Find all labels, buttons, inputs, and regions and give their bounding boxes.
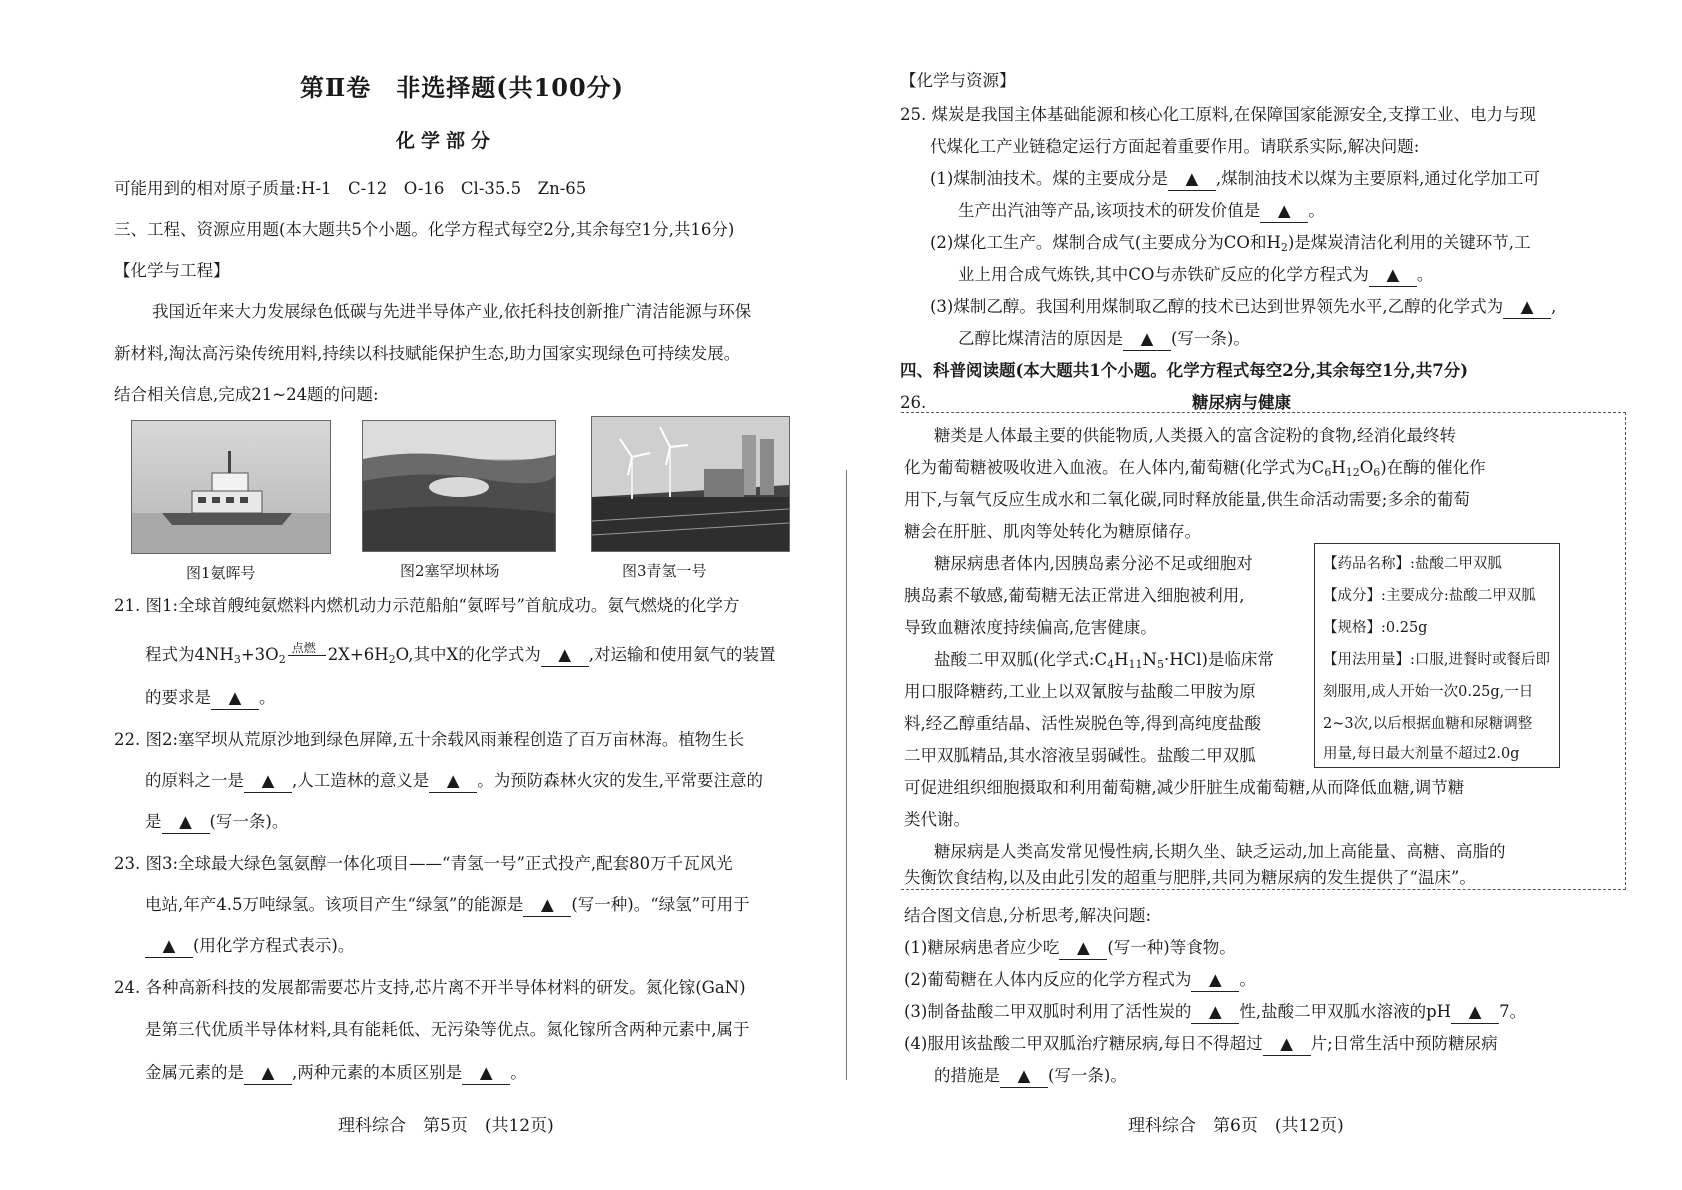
q22-blank-1[interactable]: ▲ — [244, 770, 292, 793]
drug-usage-3: 2~3次,以后根据血糖和尿糖调整 — [1323, 716, 1533, 732]
q24-line-1: 24. 各种高新科技的发展都需要芯片支持,芯片离不开半导体材料的研发。氮化镓(GaN) — [114, 978, 746, 997]
article-p3-line-1: 盐酸二甲双胍(化学式$:C_4H_{11}N_5\cdot HCl$)是临床常 — [934, 650, 1274, 671]
q21-blank-1[interactable]: ▲ — [541, 644, 589, 667]
q25-1-line-1: (1)煤制油技术。煤的主要成分是 ▲ ,煤制油技术以煤为主要原料,通过化学加工可 — [930, 168, 1540, 191]
intro-line-1: 我国近年来大力发展绿色低碳与先进半导体产业,依托科技创新推广清洁能源与环保 — [152, 302, 752, 321]
figure-1-ship-photo — [131, 420, 331, 554]
drug-info-box — [1314, 543, 1560, 768]
article-p2-line-3: 导致血糖浓度持续偏高,危害健康。 — [904, 618, 1157, 637]
q26-blank-1[interactable]: ▲ — [1059, 937, 1107, 960]
q25-2-line-2: 业上用合成气炼铁,其中CO与赤铁矿反应的化学方程式为 ▲ 。 — [958, 264, 1433, 287]
left-page-footer: 理科综合 第5页 (共12页) — [338, 1116, 554, 1136]
q23-blank-2[interactable]: ▲ — [145, 935, 193, 958]
section3-header: 三、工程、资源应用题(本大题共5个小题。化学方程式每空2分,其余每空1分,共16分) — [114, 220, 735, 239]
q26-blank-2[interactable]: ▲ — [1191, 969, 1239, 992]
article-p4-line-2: 失衡饮食结构,以及由此引发的超重与肥胖,共同为糖尿病的发生提供了“温床”。 — [904, 868, 1476, 887]
resource-tag: 【化学与资源】 — [900, 71, 1016, 90]
q26-intro: 结合图文信息,分析思考,解决问题: — [904, 906, 1152, 925]
article-p2-line-1: 糖尿病患者体内,因胰岛素分泌不足或细胞对 — [934, 554, 1253, 573]
q21-blank-2[interactable]: ▲ — [211, 687, 259, 710]
drug-spec: 【规格】:0.25g — [1323, 620, 1428, 636]
q25-3-line-2: 乙醇比煤清洁的原因是 ▲ (写一条)。 — [958, 328, 1250, 351]
figure-2-forest-photo — [362, 420, 556, 552]
article-p2-line-2: 胰岛素不敏感,葡萄糖无法正常进入细胞被利用, — [904, 586, 1245, 605]
q26-number: 26. — [900, 393, 927, 412]
q25-blank-2[interactable]: ▲ — [1260, 200, 1308, 223]
q21-line-3: 的要求是 ▲ 。 — [145, 687, 276, 710]
q25-1-line-2: 生产出汽油等产品,该项技术的研发价值是 ▲ 。 — [958, 200, 1325, 223]
q26-blank-5[interactable]: ▲ — [1263, 1033, 1311, 1056]
q21-line-2: 程式为$4NH_3+3O_2$ 点燃 $2X+6H_2O$,其中X的化学式为 ▲ ,对运输和使用氨气的装置 — [145, 641, 776, 666]
article-title: 糖尿病与健康 — [1192, 393, 1291, 412]
article-p4-line-1: 糖尿病是人类高发常见慢性病,长期久坐、缺乏运动,加上高能量、高糖、高脂的 — [934, 842, 1506, 861]
q24-blank-2[interactable]: ▲ — [462, 1062, 510, 1085]
q23-line-1: 23. 图3:全球最大绿色氢氨醇一体化项目——“青氢一号”正式投产,配套80万千瓦风光 — [114, 854, 733, 873]
article-p1-line-2: 化为葡萄糖被吸收进入血液。在人体内,葡萄糖(化学式为$C_6H_{12}O_6$)在酶的催化作 — [904, 458, 1486, 479]
q23-line-2: 电站,年产4.5万吨绿氢。该项目产生“绿氢”的能源是 ▲ (写一种)。“绿氢”可用于 — [145, 894, 750, 917]
article-p3-line-6: 类代谢。 — [904, 810, 970, 829]
chemistry-part-heading: 化学部分 — [396, 130, 497, 152]
q25-3-line-1: (3)煤制乙醇。我国利用煤制取乙醇的技术已达到世界领先水平,乙醇的化学式为 ▲ , — [930, 296, 1556, 319]
q23-blank-1[interactable]: ▲ — [523, 894, 571, 917]
q22-blank-2[interactable]: ▲ — [429, 770, 477, 793]
drug-usage-2: 刻服用,成人开始一次0.25g,一日 — [1323, 684, 1534, 700]
q24-line-2: 是第三代优质半导体材料,具有能耗低、无污染等优点。氮化镓所含两种元素中,属于 — [145, 1020, 750, 1039]
figure-3-energy-photo — [591, 416, 790, 552]
article-p3-line-3: 料,经乙醇重结晶、活性炭脱色等,得到高纯度盐酸 — [904, 714, 1261, 733]
q25-2-line-1: (2)煤化工生产。煤制合成气(主要成分为CO和$H_2$)是煤炭清洁化利用的关键环节,工 — [930, 233, 1531, 254]
q26-blank-3[interactable]: ▲ — [1191, 1001, 1239, 1024]
article-p1-line-4: 糖会在肝脏、肌肉等处转化为糖原储存。 — [904, 522, 1201, 541]
drug-usage-4: 用量,每日最大剂量不超过2.0g — [1323, 746, 1520, 762]
figure-2-caption: 图2塞罕坝林场 — [400, 562, 500, 580]
q24-blank-1[interactable]: ▲ — [244, 1062, 292, 1085]
intro-line-2: 新材料,淘汰高污染传统用料,持续以科技赋能保护生态,助力国家实现绿色可持续发展。 — [114, 344, 741, 363]
q22-line-1: 22. 图2:塞罕坝从荒原沙地到绿色屏障,五十余载风雨兼程创造了百万亩林海。植物生长 — [114, 730, 745, 749]
q25-blank-4[interactable]: ▲ — [1503, 296, 1551, 319]
section-title: 第Ⅱ卷 非选择题(共100分) — [300, 73, 625, 102]
q26-2: (2)葡萄糖在人体内反应的化学方程式为 ▲ 。 — [904, 969, 1256, 992]
drug-usage-1: 【用法用量】:口服,进餐时或餐后即 — [1323, 652, 1550, 668]
q26-3: (3)制备盐酸二甲双胍时利用了活性炭的 ▲ 性,盐酸二甲双胍水溶液的pH ▲ 7。 — [904, 1001, 1526, 1024]
q21-line-1: 21. 图1:全球首艘纯氨燃料内燃机动力示范船舶“氨晖号”首航成功。氨气燃烧的化学方 — [114, 596, 740, 615]
q26-blank-6[interactable]: ▲ — [1000, 1065, 1048, 1088]
q26-4-line-1: (4)服用该盐酸二甲双胍治疗糖尿病,每日不得超过 ▲ 片;日常生活中预防糖尿病 — [904, 1033, 1498, 1056]
q25-line-2: 代煤化工产业链稳定运行方面起着重要作用。请联系实际,解决问题: — [930, 137, 1420, 156]
drug-component: 【成分】:主要成分:盐酸二甲双胍 — [1323, 588, 1536, 604]
q22-blank-3[interactable]: ▲ — [162, 811, 210, 834]
q22-line-3: 是 ▲ (写一条)。 — [145, 811, 288, 834]
q25-line-1: 25. 煤炭是我国主体基础能源和核心化工原料,在保障国家能源安全,支撑工业、电力与现 — [900, 105, 1536, 124]
q26-blank-4[interactable]: ▲ — [1451, 1001, 1499, 1024]
q22-line-2: 的原料之一是 ▲ ,人工造林的意义是 ▲ 。为预防森林火灾的发生,平常要注意的 — [145, 770, 763, 793]
atomic-masses: 可能用到的相对原子质量:H-1 C-12 O-16 Cl-35.5 Zn-65 — [114, 179, 587, 198]
q25-blank-1[interactable]: ▲ — [1168, 168, 1216, 191]
figure-1-caption: 图1氨晖号 — [186, 564, 256, 582]
intro-line-3: 结合相关信息,完成21~24题的问题: — [114, 385, 379, 404]
article-p1-line-1: 糖类是人体最主要的供能物质,人类摄入的富含淀粉的食物,经消化最终转 — [934, 426, 1456, 445]
section4-header: 四、科普阅读题(本大题共1个小题。化学方程式每空2分,其余每空1分,共7分) — [900, 361, 1469, 380]
q23-line-3: ▲ (用化学方程式表示)。 — [145, 935, 354, 958]
figure-3-caption: 图3青氢一号 — [622, 562, 707, 580]
q25-blank-3[interactable]: ▲ — [1369, 264, 1417, 287]
article-p3-line-5: 可促进组织细胞摄取和利用葡萄糖,减少肝脏生成葡萄糖,从而降低血糖,调节糖 — [904, 778, 1465, 797]
q24-line-3: 金属元素的是 ▲ ,两种元素的本质区别是 ▲ 。 — [145, 1062, 527, 1085]
drug-name: 【药品名称】:盐酸二甲双胍 — [1323, 556, 1502, 572]
article-p3-line-2: 用口服降糖药,工业上以双氰胺与盐酸二甲胺为原 — [904, 682, 1256, 701]
article-p3-line-4: 二甲双胍精品,其水溶液呈弱碱性。盐酸二甲双胍 — [904, 746, 1256, 765]
right-page-footer: 理科综合 第6页 (共12页) — [1128, 1116, 1344, 1136]
q26-4-line-2: 的措施是 ▲ (写一条)。 — [934, 1065, 1127, 1088]
engineering-tag: 【化学与工程】 — [114, 261, 230, 280]
article-p1-line-3: 用下,与氧气反应生成水和二氧化碳,同时释放能量,供生命活动需要;多余的葡萄 — [904, 490, 1470, 509]
q26-1: (1)糖尿病患者应少吃 ▲ (写一种)等食物。 — [904, 937, 1236, 960]
q25-blank-5[interactable]: ▲ — [1123, 328, 1171, 351]
reaction-arrow: 点燃 — [288, 655, 326, 656]
